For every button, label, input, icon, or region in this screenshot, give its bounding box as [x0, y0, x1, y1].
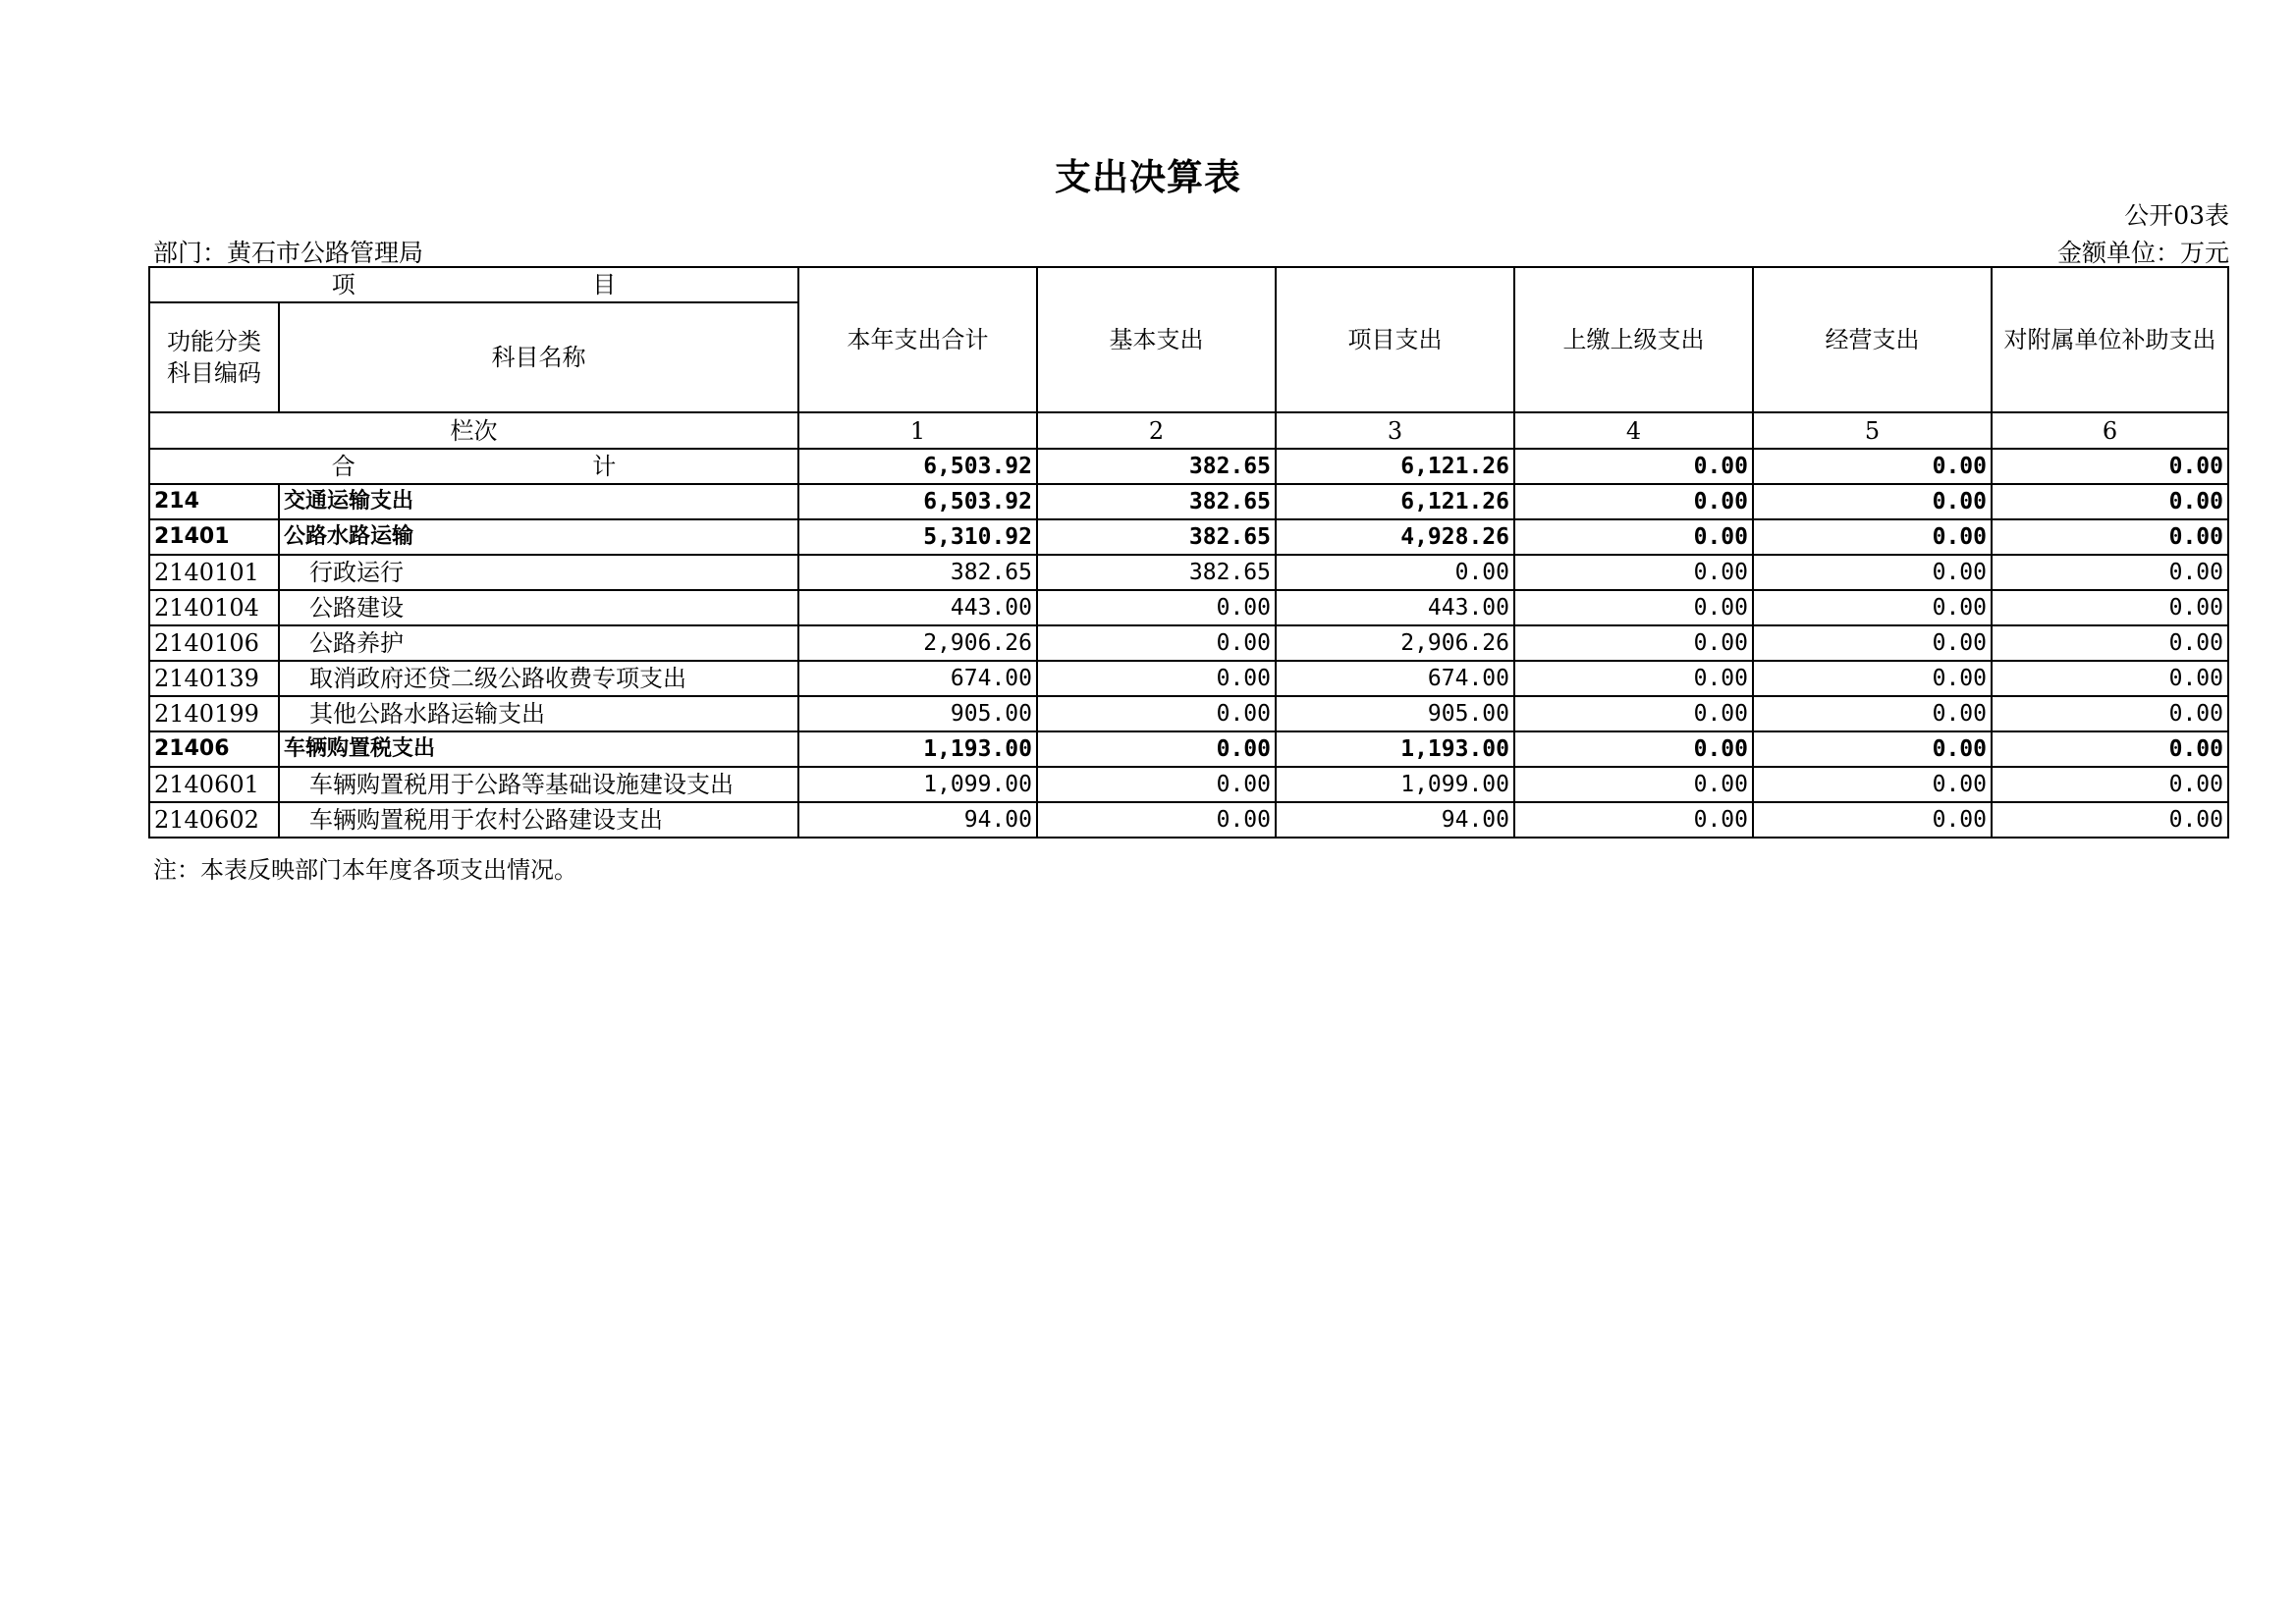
total-label-right: 计 [592, 453, 617, 480]
item-header-left: 项 [331, 271, 355, 298]
row-value: 382.65 [1037, 484, 1276, 519]
row-value: 443.00 [1276, 590, 1514, 625]
total-value-3: 6,121.26 [1276, 449, 1514, 484]
row-value: 0.00 [1992, 802, 2228, 838]
row-value: 94.00 [798, 802, 1037, 838]
row-value: 0.00 [1514, 625, 1753, 661]
department-label: 部门：黄石市公路管理局 [153, 239, 424, 267]
row-value: 0.00 [1037, 625, 1276, 661]
row-value: 0.00 [1992, 696, 2228, 731]
row-code: 2140106 [149, 625, 279, 661]
row-name: 车辆购置税支出 [279, 731, 798, 767]
table-row [149, 484, 2228, 519]
row-value: 382.65 [1037, 555, 1276, 590]
column-index-2: 2 [1037, 412, 1276, 449]
row-name: 公路建设 [279, 590, 798, 625]
total-value-6: 0.00 [1992, 449, 2228, 484]
table-row [149, 519, 2228, 555]
row-value: 382.65 [798, 555, 1037, 590]
table-note: 注：本表反映部门本年度各项支出情况。 [153, 856, 577, 884]
row-value: 0.00 [1992, 590, 2228, 625]
row-value: 0.00 [1753, 519, 1992, 555]
column-index-5: 5 [1753, 412, 1992, 449]
row-value: 0.00 [1514, 519, 1753, 555]
table-row [149, 767, 2228, 802]
row-value: 0.00 [1753, 767, 1992, 802]
col-header-5: 经营支出 [1753, 267, 1992, 412]
row-value: 0.00 [1514, 802, 1753, 838]
row-value: 0.00 [1037, 731, 1276, 767]
row-value: 0.00 [1037, 661, 1276, 696]
code-header-line1: 功能分类 [167, 328, 261, 355]
row-value: 0.00 [1992, 625, 2228, 661]
table-row [149, 590, 2228, 625]
row-value: 0.00 [1514, 767, 1753, 802]
row-name: 其他公路水路运输支出 [279, 696, 798, 731]
row-value: 1,193.00 [798, 731, 1037, 767]
col-header-3: 项目支出 [1276, 267, 1514, 412]
row-value: 0.00 [1514, 731, 1753, 767]
page-title: 支出决算表 [1055, 156, 1241, 198]
row-code: 2140602 [149, 802, 279, 838]
total-label [149, 449, 798, 484]
form-number: 公开03表 [2124, 201, 2229, 230]
column-index-1: 1 [798, 412, 1037, 449]
row-value: 0.00 [1514, 661, 1753, 696]
table-row [149, 731, 2228, 767]
row-code: 21401 [149, 519, 279, 555]
expenditure-table [148, 266, 2229, 839]
table-row [149, 625, 2228, 661]
row-value: 0.00 [1992, 731, 2228, 767]
col-header-6: 对附属单位补助支出 [1992, 267, 2228, 412]
header-row-item [149, 267, 2228, 302]
row-value: 674.00 [1276, 661, 1514, 696]
row-value: 0.00 [1753, 590, 1992, 625]
total-value-4: 0.00 [1514, 449, 1753, 484]
row-code: 2140139 [149, 661, 279, 696]
row-value: 0.00 [1753, 696, 1992, 731]
row-code: 2140601 [149, 767, 279, 802]
row-value: 0.00 [1992, 661, 2228, 696]
row-value: 94.00 [1276, 802, 1514, 838]
table-row [149, 661, 2228, 696]
amount-unit-label: 金额单位：万元 [2056, 239, 2229, 267]
item-header-right: 目 [592, 271, 617, 298]
row-value: 443.00 [798, 590, 1037, 625]
row-code: 214 [149, 484, 279, 519]
row-value: 1,099.00 [1276, 767, 1514, 802]
row-name: 车辆购置税用于公路等基础设施建设支出 [279, 767, 798, 802]
row-name: 公路水路运输 [279, 519, 798, 555]
code-header-line2: 科目编码 [167, 359, 261, 387]
table-row [149, 555, 2228, 590]
row-code: 21406 [149, 731, 279, 767]
column-index-label: 栏次 [149, 412, 798, 449]
code-header [149, 302, 279, 412]
row-value: 0.00 [1514, 696, 1753, 731]
total-row [149, 449, 2228, 484]
total-value-5: 0.00 [1753, 449, 1992, 484]
row-value: 0.00 [1992, 484, 2228, 519]
column-index-row [149, 412, 2228, 449]
row-value: 0.00 [1514, 555, 1753, 590]
row-value: 6,121.26 [1276, 484, 1514, 519]
row-code: 2140104 [149, 590, 279, 625]
column-index-4: 4 [1514, 412, 1753, 449]
row-value: 2,906.26 [798, 625, 1037, 661]
row-name: 行政运行 [279, 555, 798, 590]
row-value: 5,310.92 [798, 519, 1037, 555]
row-value: 0.00 [1753, 731, 1992, 767]
row-name: 取消政府还贷二级公路收费专项支出 [279, 661, 798, 696]
row-value: 0.00 [1992, 519, 2228, 555]
row-value: 674.00 [798, 661, 1037, 696]
row-value: 0.00 [1037, 696, 1276, 731]
row-value: 1,193.00 [1276, 731, 1514, 767]
col-header-1: 本年支出合计 [798, 267, 1037, 412]
column-index-3: 3 [1276, 412, 1514, 449]
row-value: 0.00 [1992, 767, 2228, 802]
row-code: 2140199 [149, 696, 279, 731]
row-value: 905.00 [1276, 696, 1514, 731]
column-index-6: 6 [1992, 412, 2228, 449]
row-value: 0.00 [1514, 590, 1753, 625]
row-name: 交通运输支出 [279, 484, 798, 519]
total-value-1: 6,503.92 [798, 449, 1037, 484]
row-value: 905.00 [798, 696, 1037, 731]
row-value: 1,099.00 [798, 767, 1037, 802]
row-name: 公路养护 [279, 625, 798, 661]
row-value: 0.00 [1514, 484, 1753, 519]
row-code: 2140101 [149, 555, 279, 590]
row-value: 0.00 [1276, 555, 1514, 590]
row-value: 0.00 [1992, 555, 2228, 590]
row-value: 382.65 [1037, 519, 1276, 555]
row-value: 0.00 [1037, 590, 1276, 625]
total-label-left: 合 [331, 453, 355, 480]
col-header-4: 上缴上级支出 [1514, 267, 1753, 412]
row-value: 0.00 [1037, 767, 1276, 802]
row-value: 0.00 [1037, 802, 1276, 838]
row-value: 0.00 [1753, 484, 1992, 519]
row-value: 0.00 [1753, 661, 1992, 696]
row-value: 0.00 [1753, 555, 1992, 590]
row-value: 4,928.26 [1276, 519, 1514, 555]
col-header-2: 基本支出 [1037, 267, 1276, 412]
row-value: 0.00 [1753, 625, 1992, 661]
item-header [149, 267, 798, 302]
row-value: 0.00 [1753, 802, 1992, 838]
table-row [149, 802, 2228, 838]
row-value: 6,503.92 [798, 484, 1037, 519]
table-row [149, 696, 2228, 731]
name-header: 科目名称 [279, 302, 798, 412]
total-value-2: 382.65 [1037, 449, 1276, 484]
row-name: 车辆购置税用于农村公路建设支出 [279, 802, 798, 838]
row-value: 2,906.26 [1276, 625, 1514, 661]
